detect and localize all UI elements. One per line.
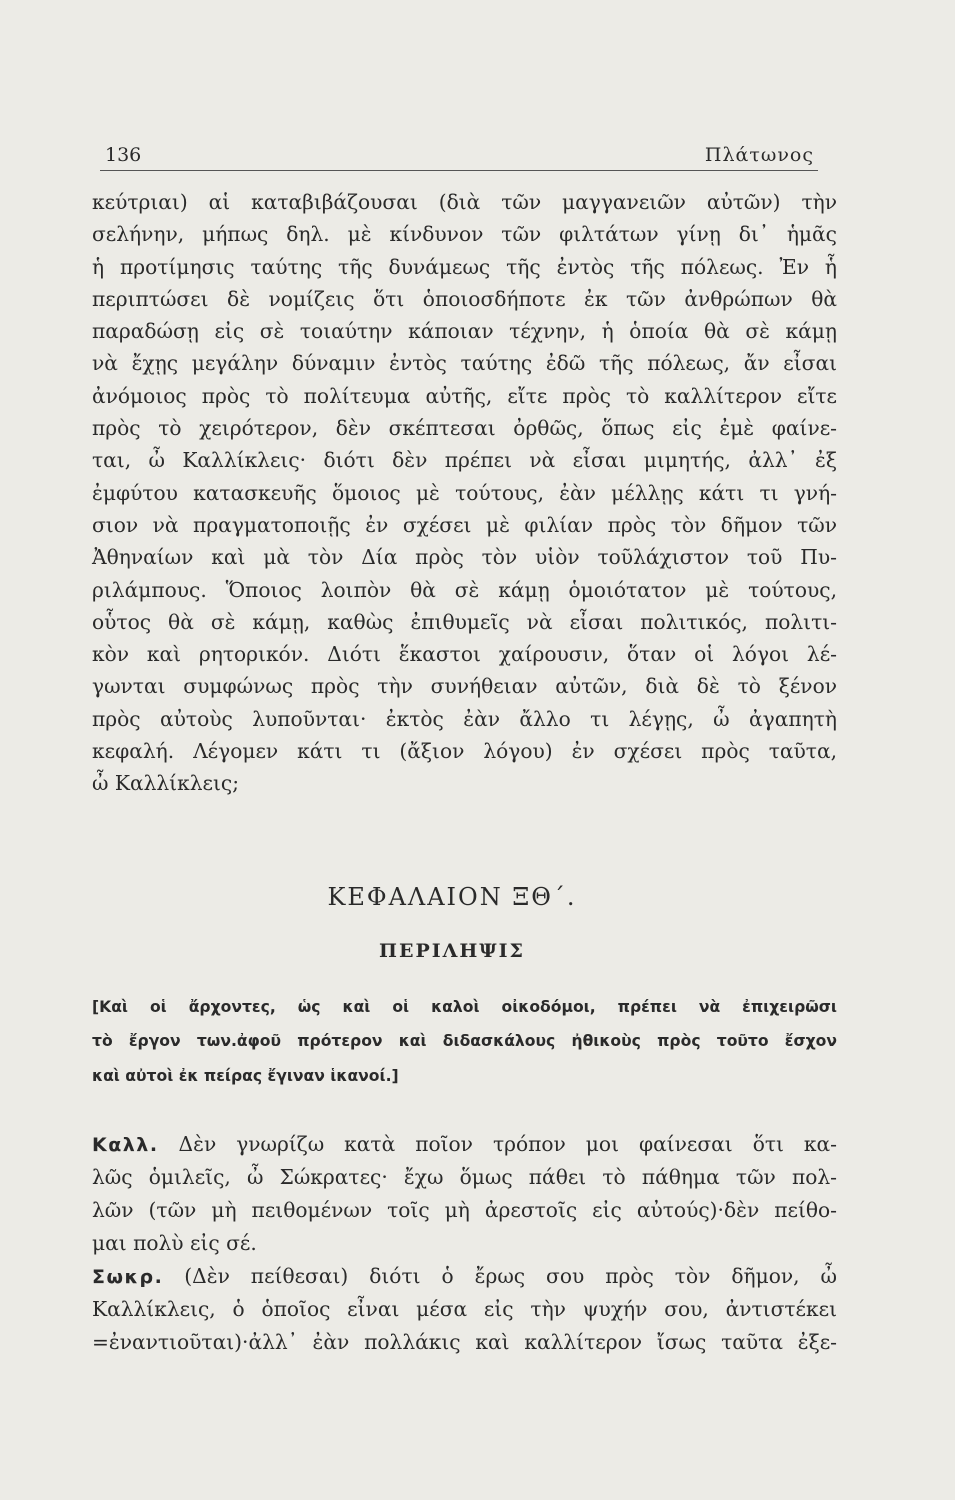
summary-text: [92, 990, 837, 1093]
speaker-label: Σωκρ.: [92, 1266, 164, 1288]
page-header: [100, 130, 818, 171]
dialogue-text: Δὲν γνωρίζω κατὰ ποῖον τρόπον μοι φαίνεσαι ὅτι κα-: [178, 1132, 837, 1156]
main-paragraph: [92, 186, 837, 800]
text-line: λῶς ὁμιλεῖς, ὦ Σώκρατες· ἔχω ὅμως πάθει τὸ πάθημα τῶν πολ-: [92, 1165, 837, 1189]
text-line: ἡ προτίμησις ταύτης τῆς δυνάμεως τῆς ἐντὸς τῆς πόλεως. Ἐν ἧ: [92, 254, 837, 279]
page-number: 136: [105, 144, 142, 166]
text-line: κεφαλή. Λέγομεν κάτι τι (ἄξιον λόγου) ἐν σχέσει πρὸς ταῦτα,: [92, 739, 837, 764]
text-line: περιπτώσει δὲ νομίζεις ὅτι ὁποιοσδήποτε ἐκ τῶν ἀνθρώπων θὰ: [92, 286, 837, 311]
text-line: ὦ Καλλίκλεις;: [92, 771, 239, 796]
text-line: νὰ ἔχῃς μεγάλην δύναμιν ἐντὸς ταύτης ἐδῶ τῆς πόλεως, ἄν εἶσαι: [92, 351, 837, 376]
text-line: ἀνόμοιος πρὸς τὸ πολίτευμα αὐτῆς, εἴτε πρὸς τὸ καλλίτερον εἴτε: [92, 383, 837, 408]
summary-line: τὸ ἔργον των.ἀφοῦ πρότερον καὶ διδασκάλους ἠθικοὺς πρὸς τοῦτο ἔσχον: [92, 1032, 837, 1051]
text-line: =ἐναντιοῦται)·ἀλλ᾿ ἐὰν πολλάκις καὶ καλλίτερον ἴσως ταῦτα ἐξε-: [92, 1330, 837, 1354]
text-line: Ἀθηναίων καὶ μὰ τὸν Δία πρὸς τὸν υἱὸν τοῦλάχιστον τοῦ Πυ-: [92, 545, 837, 570]
summary-line: καὶ αὐτοὶ ἐκ πείρας ἔγιναν ἱκανοί.]: [92, 1066, 399, 1085]
text-line: μαι πολὺ εἰς σέ.: [92, 1231, 257, 1255]
text-line: λῶν (τῶν μὴ πειθομένων τοῖς μὴ ἀρεστοῖς εἰς αὐτούς)·δὲν πείθο-: [92, 1198, 837, 1222]
summary-heading: ΠΕΡΙΛΗΨΙΣ: [379, 940, 525, 962]
text-line: πρὸς τὸ χειρότερον, δὲν σκέπτεσαι ὀρθῶς, ὅπως εἰς ἐμὲ φαίνε-: [92, 416, 837, 441]
text-line: ται, ὦ Καλλίκλεις· διότι δὲν πρέπει νὰ εἶσαι μιμητής, ἀλλ᾿ ἐξ: [92, 448, 837, 473]
text-line: ἐμφύτου κατασκευῆς ὅμοιος μὲ τούτους, ἐὰν μέλλῃς κάτι τι γνή-: [92, 480, 837, 505]
text-line: γωνται συμφώνως πρὸς τὴν συνήθειαν αὐτῶν, διὰ δὲ τὸ ξένον: [92, 674, 837, 699]
text-line: Καλλίκλεις, ὁ ὁποῖος εἶναι μέσα εἰς τὴν ψυχήν σου, ἀντιστέκει: [92, 1297, 837, 1321]
text-line: ριλάμπους. Ὅποιος λοιπὸν θὰ σὲ κάμῃ ὁμοιότατον μὲ τούτους,: [92, 577, 837, 602]
chapter-title: ΚΕΦΑΛΑΙΟΝ ΞΘ΄.: [327, 883, 577, 911]
text-line: σελήνην, μήπως δηλ. μὲ κίνδυνον τῶν φιλτάτων γίνῃ δι᾿ ἡμᾶς: [92, 222, 837, 247]
dialogue-kall: [92, 1128, 837, 1260]
text-line: οὗτος θὰ σὲ κάμῃ, καθὼς ἐπιθυμεῖς νὰ εἶσαι πολιτικός, πολιτι-: [92, 609, 837, 634]
text-line: παραδώσῃ εἰς σὲ τοιαύτην κάποιαν τέχνην, ἡ ὁποία θὰ σὲ κάμῃ: [92, 319, 837, 344]
text-line: σιον νὰ πραγματοποιῇς ἐν σχέσει μὲ φιλίαν πρὸς τὸν δῆμον τῶν: [92, 512, 837, 537]
dialogue-first-line: [92, 1260, 837, 1293]
running-title: Πλάτωνος: [704, 144, 814, 166]
dialogue-text: (Δὲν πείθεσαι) διότι ὁ ἔρως σου πρὸς τὸν δῆμον, ὦ: [184, 1264, 837, 1288]
speaker-label: Καλλ.: [92, 1134, 159, 1156]
dialogue-first-line: [92, 1128, 837, 1161]
summary-line: [Καὶ οἱ ἄρχοντες, ὡς καὶ οἱ καλοὶ οἰκοδόμοι, πρέπει νὰ ἐπιχειρῶσι: [92, 998, 837, 1016]
text-line: πρὸς αὐτοὺς λυποῦνται· ἐκτὸς ἐὰν ἄλλο τι λέγῃς, ὦ ἀγαπητὴ: [92, 706, 837, 731]
text-line: κεύτριαι) αἱ καταβιβάζουσαι (διὰ τῶν μαγγανειῶν αὐτῶν) τὴν: [92, 190, 837, 214]
dialogue-sokr: [92, 1260, 837, 1359]
text-line: κὸν καὶ ρητορικόν. Διότι ἕκαστοι χαίρουσιν, ὅταν οἱ λόγοι λέ-: [92, 642, 837, 667]
